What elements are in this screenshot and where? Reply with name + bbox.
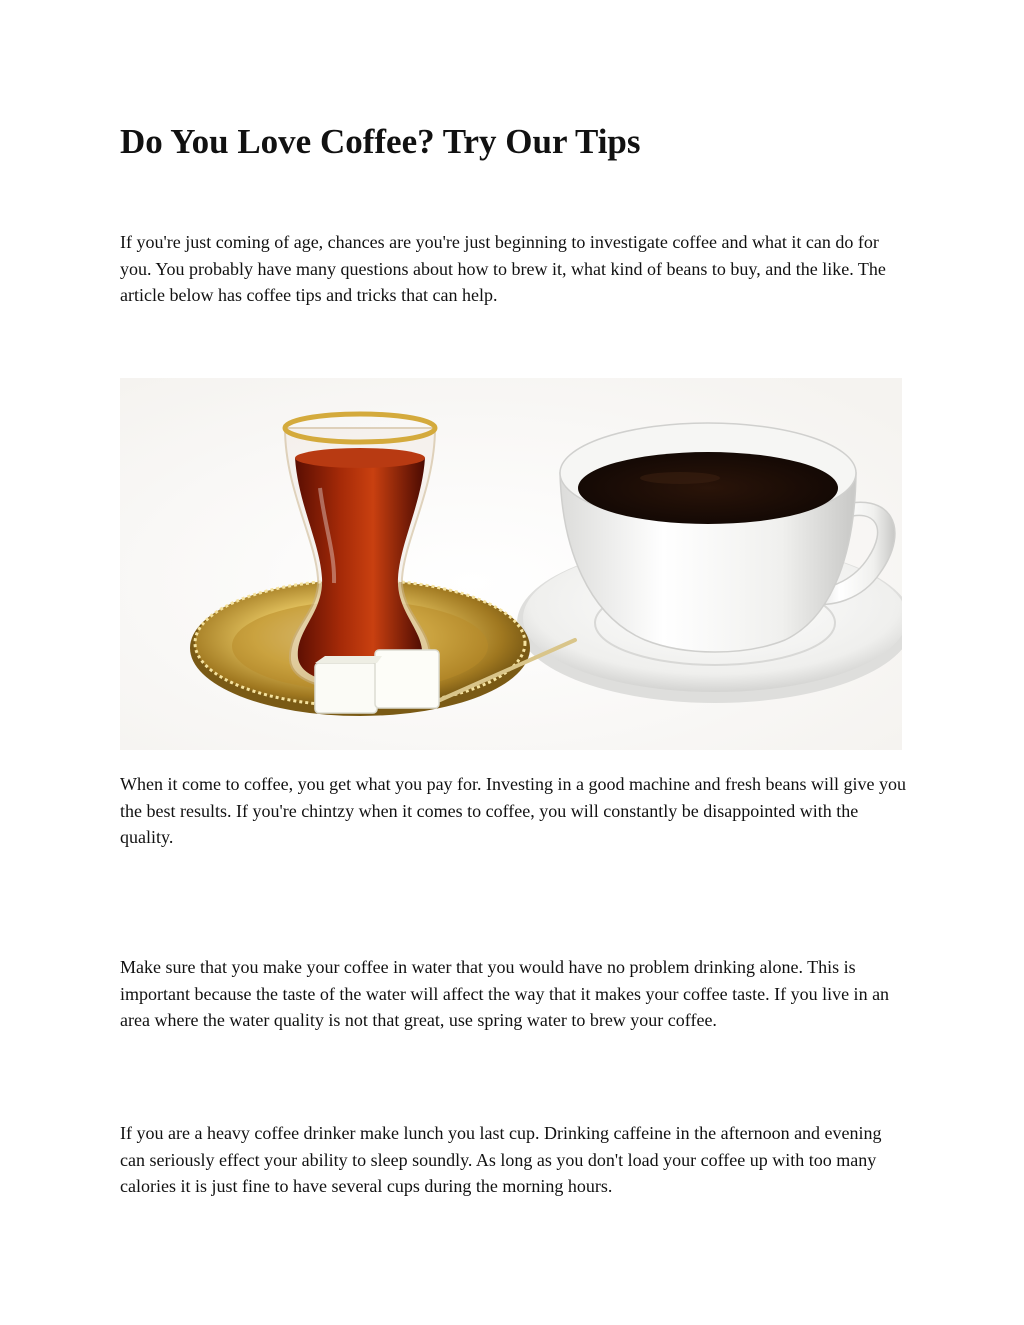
- sugar-cubes: [315, 650, 439, 713]
- paragraph-water: Make sure that you make your coffee in water that you would have no problem drinking alone. This is important because the taste of the water will affect the way that it makes your coffee taste. If you live in an area where the water quality is not that great, use spring water to brew your coffee.: [120, 957, 890, 1030]
- paragraph-caffeine: If you are a heavy coffee drinker make lunch you last cup. Drinking caffeine in the afternoon and evening can seriously effect your ability to sleep soundly. As long as you don't load your coffee up with too many calories it is just fine to have several cups during the morning hours.: [120, 1123, 882, 1196]
- paragraph-quality: When it come to coffee, you get what you pay for. Investing in a good machine and fresh beans will give you the best results. If you're chintzy when it comes to coffee, you will constantly be disappointed with the quality.: [120, 774, 906, 847]
- page-title: Do You Love Coffee? Try Our Tips: [120, 122, 641, 161]
- paragraph-intro: If you're just coming of age, chances are you're just beginning to investigate coffee and what it can do for you. You probably have many questions about how to brew it, what kind of beans to buy, and the like. The article below has coffee tips and tricks that can help.: [120, 232, 886, 305]
- tea-and-coffee-photo: [120, 378, 902, 750]
